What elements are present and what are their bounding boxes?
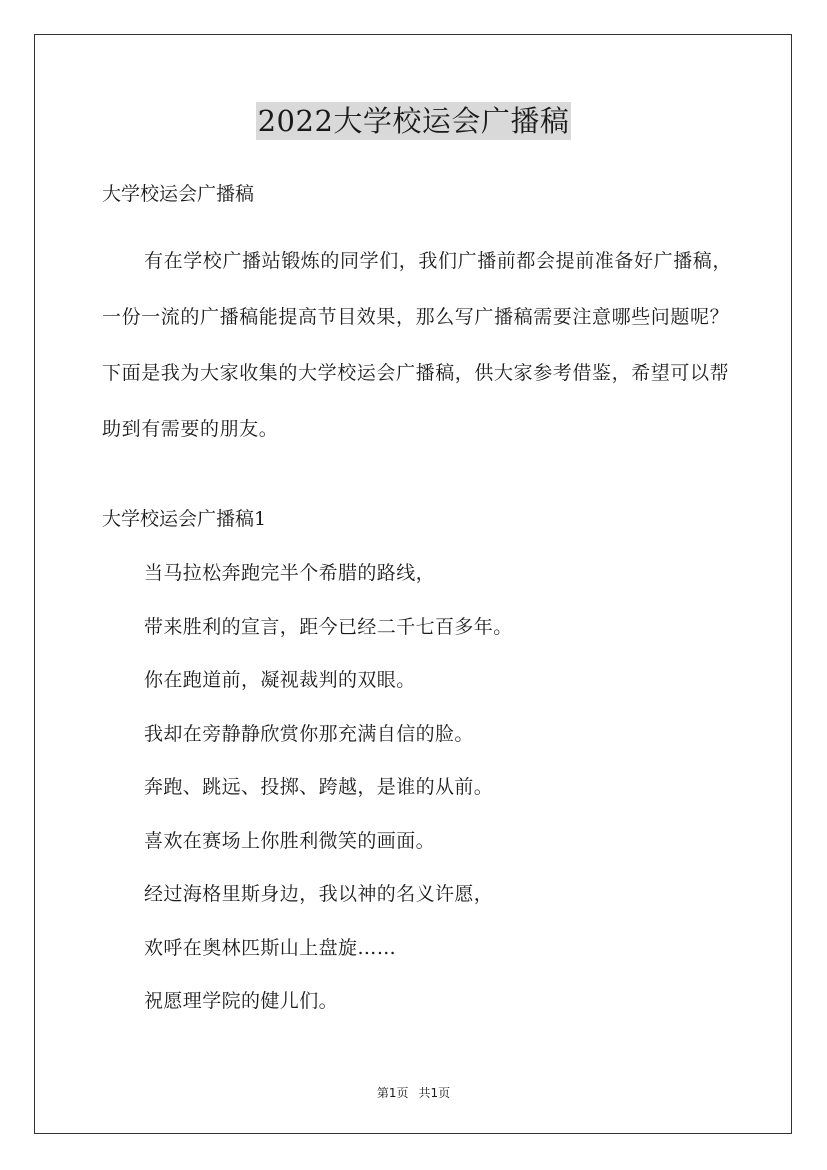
document-subtitle: 大学校运会广播稿: [102, 183, 255, 205]
poem-line: 奔跑、跳远、投掷、跨越，是谁的从前。: [144, 776, 494, 798]
poem-line: 我却在旁静静欣赏你那充满自信的脸。: [144, 722, 474, 745]
page-number-total: 共1页: [418, 1086, 451, 1100]
poem-line: 经过海格里斯身边，我以神的名义许愿，: [144, 883, 494, 905]
poem-line: 你在跑道前，凝视裁判的双眼。: [144, 669, 416, 691]
poem-line: 欢呼在奥林匹斯山上盘旋……: [144, 936, 397, 959]
poem-line: 喜欢在赛场上你胜利微笑的画面。: [144, 829, 436, 852]
page-number-current: 第1页: [376, 1086, 409, 1100]
poem-lines: [144, 559, 513, 1041]
poem-line: 带来胜利的宣言，距今已经二千七百多年。: [144, 615, 513, 638]
document-title: 2022大学校运会广播稿: [257, 104, 570, 138]
section-heading: 大学校运会广播稿1: [102, 508, 267, 530]
poem-line: 祝愿理学院的健儿们。: [144, 990, 339, 1012]
title-container: [0, 102, 827, 140]
intro-paragraph: 有在学校广播站锻炼的同学们，我们广播前都会提前准备好广播稿，一份一流的广播稿能提高节目效果，那么写广播稿需要注意哪些问题呢？下面是我为大家收集的大学校运会广播稿，供大家参考借鉴，希望可以帮助到有需要的朋友。: [102, 250, 733, 440]
page-footer: [0, 1085, 827, 1101]
poem-line: 当马拉松奔跑完半个希腊的路线，: [144, 562, 436, 584]
